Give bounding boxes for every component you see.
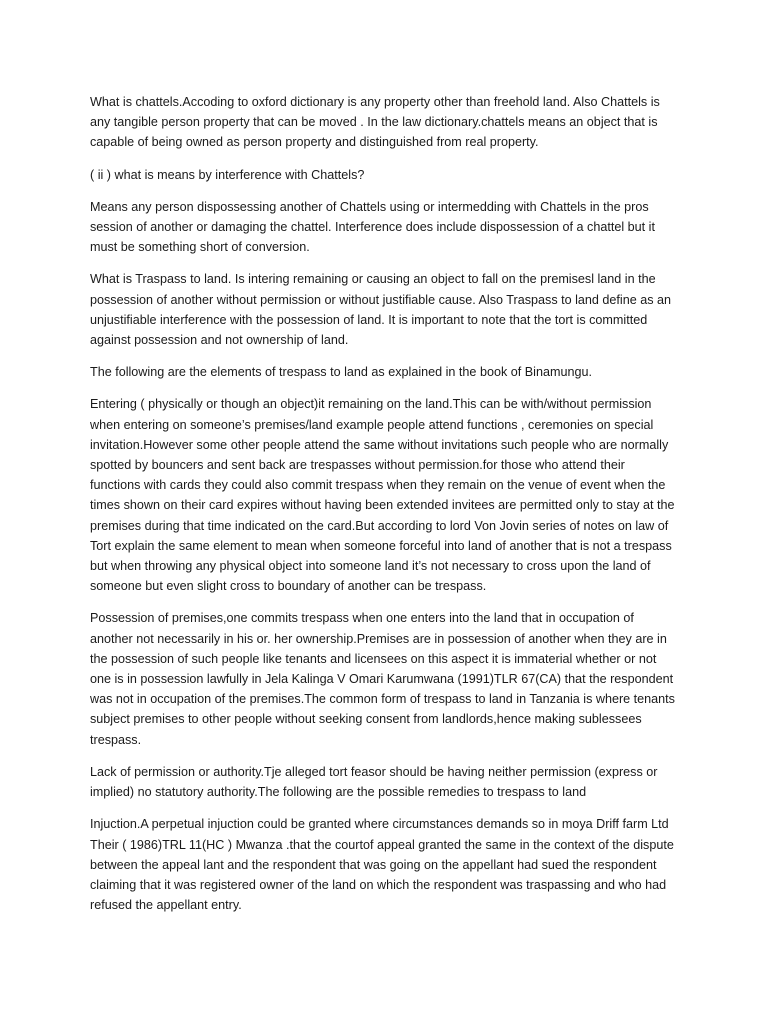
paragraph-interference-question: ( ii ) what is means by interference with Chattels?: [90, 167, 365, 182]
paragraph-entering: Entering ( physically or though an object)it remaining on the land.This can be with/without permission when entering on someone’s premises/land example people attend functions , ceremonies on special invitation.However some other people attend the same without invitations such people who are normally spotted by bouncers and sent back are trespasses without permission.for those who attend their functions with cards they could also commit trespass when they remain on the venue of event when the times shown on their card expires without having been extended invitees are permitted only to stay at the premises during that time indicated on the card.But according to lord Von Jovin series of notes on law of Tort explain the same element to mean when someone forceful into land of another that is not a trespass but when throwing any physical object into someone land it’s not necessary to cross upon the land of someone but even slight cross to boundary of another can be trespass.: [90, 397, 675, 594]
paragraph-trespass-to-land: What is Traspass to land. Is intering remaining or causing an object to fall on the premisesl land in the possession of another without permission or without justifiable cause. Also Traspass to land define as an unjustifiable interference with the possession of land. It is important to note that the tort is committed against possession and not ownership of land.: [90, 272, 672, 348]
paragraph-chattels-definition: What is chattels.Accoding to oxford dictionary is any property other than freehold land. Also Chattels is any tangible person property that can be moved . In the law dictionary.chattels means an object that is capable of being owned as person property and distinguished from real property.: [90, 95, 660, 150]
paragraph-interference-meaning: Means any person dispossessing another of Chattels using or intermedding with Chattels in the pros session of another or damaging the chattel. Interference does include dispossession of a chattel but it must be something short of conversion.: [90, 199, 655, 255]
paragraph-injunction: Injuction.A perpetual injuction could be granted where circumstances demands so in moya Driff farm Ltd Their ( 1986)TRL 11(HC ) Mwanza .that the courtof appeal granted the same in the context of the dispute between the appeal lant and the respondent that was going on the appellant had sued the respondent claiming that it was registered owner of the land on which the respondent was traspassing and who had refused the appellant entry.: [90, 817, 674, 913]
paragraph-possession: Possession of premises,one commits trespass when one enters into the land that in occupation of another not necessarily in his or. her ownership.Premises are in possession of another when they are in the possession of such people like tenants and licensees on this aspect it is immaterial whether or not one is in possession lawfully in Jela Kalinga V Omari Karumwana (1991)TLR 67(CA) that the respondent was not in occupation of the premises.The common form of trespass to land in Tanzania is where tenants subject premises to other people without seeking consent from landlords,hence making sublessees trespass.: [90, 611, 675, 747]
paragraph-lack-of-permission: Lack of permission or authority.Tje alleged tort feasor should be having neither permission (express or implied) no statutory authority.The following are the possible remedies to trespass to land: [90, 764, 658, 800]
paragraph-elements-intro: The following are the elements of trespass to land as explained in the book of Binamungu.: [90, 365, 592, 380]
